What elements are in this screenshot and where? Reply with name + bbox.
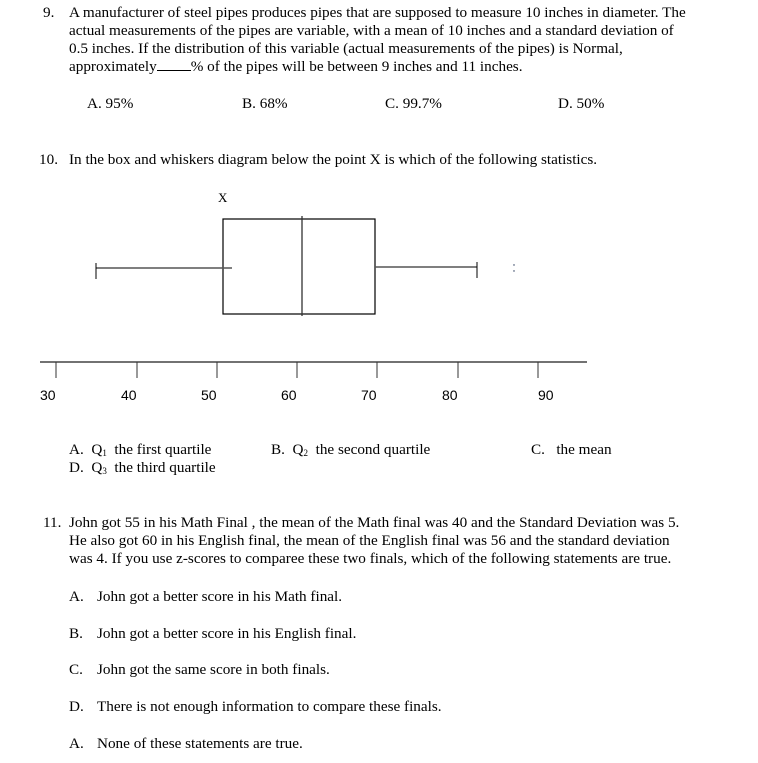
option-d: D. 50% (558, 95, 605, 112)
symbol: Q (292, 441, 304, 458)
tick-label: 50 (201, 387, 217, 403)
question-text-line: He also got 60 in his English final, the mean of the English final was 56 and the standard deviation (69, 532, 670, 549)
tick-label: 40 (121, 387, 137, 403)
question-text-line: was 4. If you use z-scores to comparee these two finals, which of the following statements are true. (69, 550, 672, 567)
text: the first quartile (114, 441, 212, 458)
text: the third quartile (114, 459, 216, 476)
option-a: A. 95% (87, 95, 134, 112)
question-number: 10. (39, 151, 58, 168)
question-text-line: A manufacturer of steel pipes produces pipes that are supposed to measure 10 inches in diameter. The (69, 4, 686, 21)
dot (513, 264, 514, 265)
tick-label: 60 (281, 387, 297, 403)
option-c: C. 99.7% (385, 95, 442, 112)
option-b: B. 68% (242, 95, 288, 112)
question-text-line: John got 55 in his Math Final , the mean of the Math final was 40 and the Standard Deviation was 5. (69, 514, 680, 531)
option-text: John got a better score in his Math final. (97, 588, 343, 605)
option-text: None of these statements are true. (97, 735, 303, 752)
letter: B. (271, 441, 285, 458)
subscript: 3 (102, 466, 107, 476)
option-c (531, 441, 612, 459)
question-text: In the box and whiskers diagram below the point X is which of the following statistics. (69, 151, 598, 168)
subscript: 1 (102, 448, 107, 458)
question-text-line: 0.5 inches. If the distribution of this variable (actual measurements of the pipes) is Normal, (69, 40, 623, 57)
box (223, 219, 375, 314)
option-d (69, 459, 216, 480)
option-letter: A. (69, 588, 84, 605)
tick-label: 70 (361, 387, 377, 403)
symbol: Q (91, 459, 103, 476)
symbol: Q (91, 441, 103, 458)
tick-label: 80 (442, 387, 458, 403)
option-letter: D. (69, 698, 84, 715)
text: the mean (556, 441, 612, 458)
text: the second quartile (315, 441, 431, 458)
letter: A. (69, 441, 84, 458)
letter: D. (69, 459, 84, 476)
question-number: 9. (43, 4, 55, 21)
option-letter: A. (69, 735, 84, 752)
option-letter: B. (69, 625, 83, 642)
question-text-line: actual measurements of the pipes are variable, with a mean of 10 inches and a standard deviation of (69, 22, 674, 39)
tick-label: 30 (40, 387, 56, 403)
option-text: John got a better score in his English final. (97, 625, 357, 642)
letter: C. (531, 441, 545, 458)
option-b (271, 441, 430, 462)
tick-label: 90 (538, 387, 554, 403)
dot (513, 270, 514, 271)
option-text: John got the same score in both finals. (97, 661, 330, 678)
text: % of the pipes will be between 9 inches and 11 inches. (190, 58, 523, 75)
option-letter: C. (69, 661, 83, 678)
subscript: 2 (303, 448, 308, 458)
question-number: 11. (43, 514, 62, 531)
text: approximately (69, 58, 157, 75)
point-x-label: X (218, 190, 228, 205)
option-text: There is not enough information to compare these finals. (97, 698, 442, 715)
